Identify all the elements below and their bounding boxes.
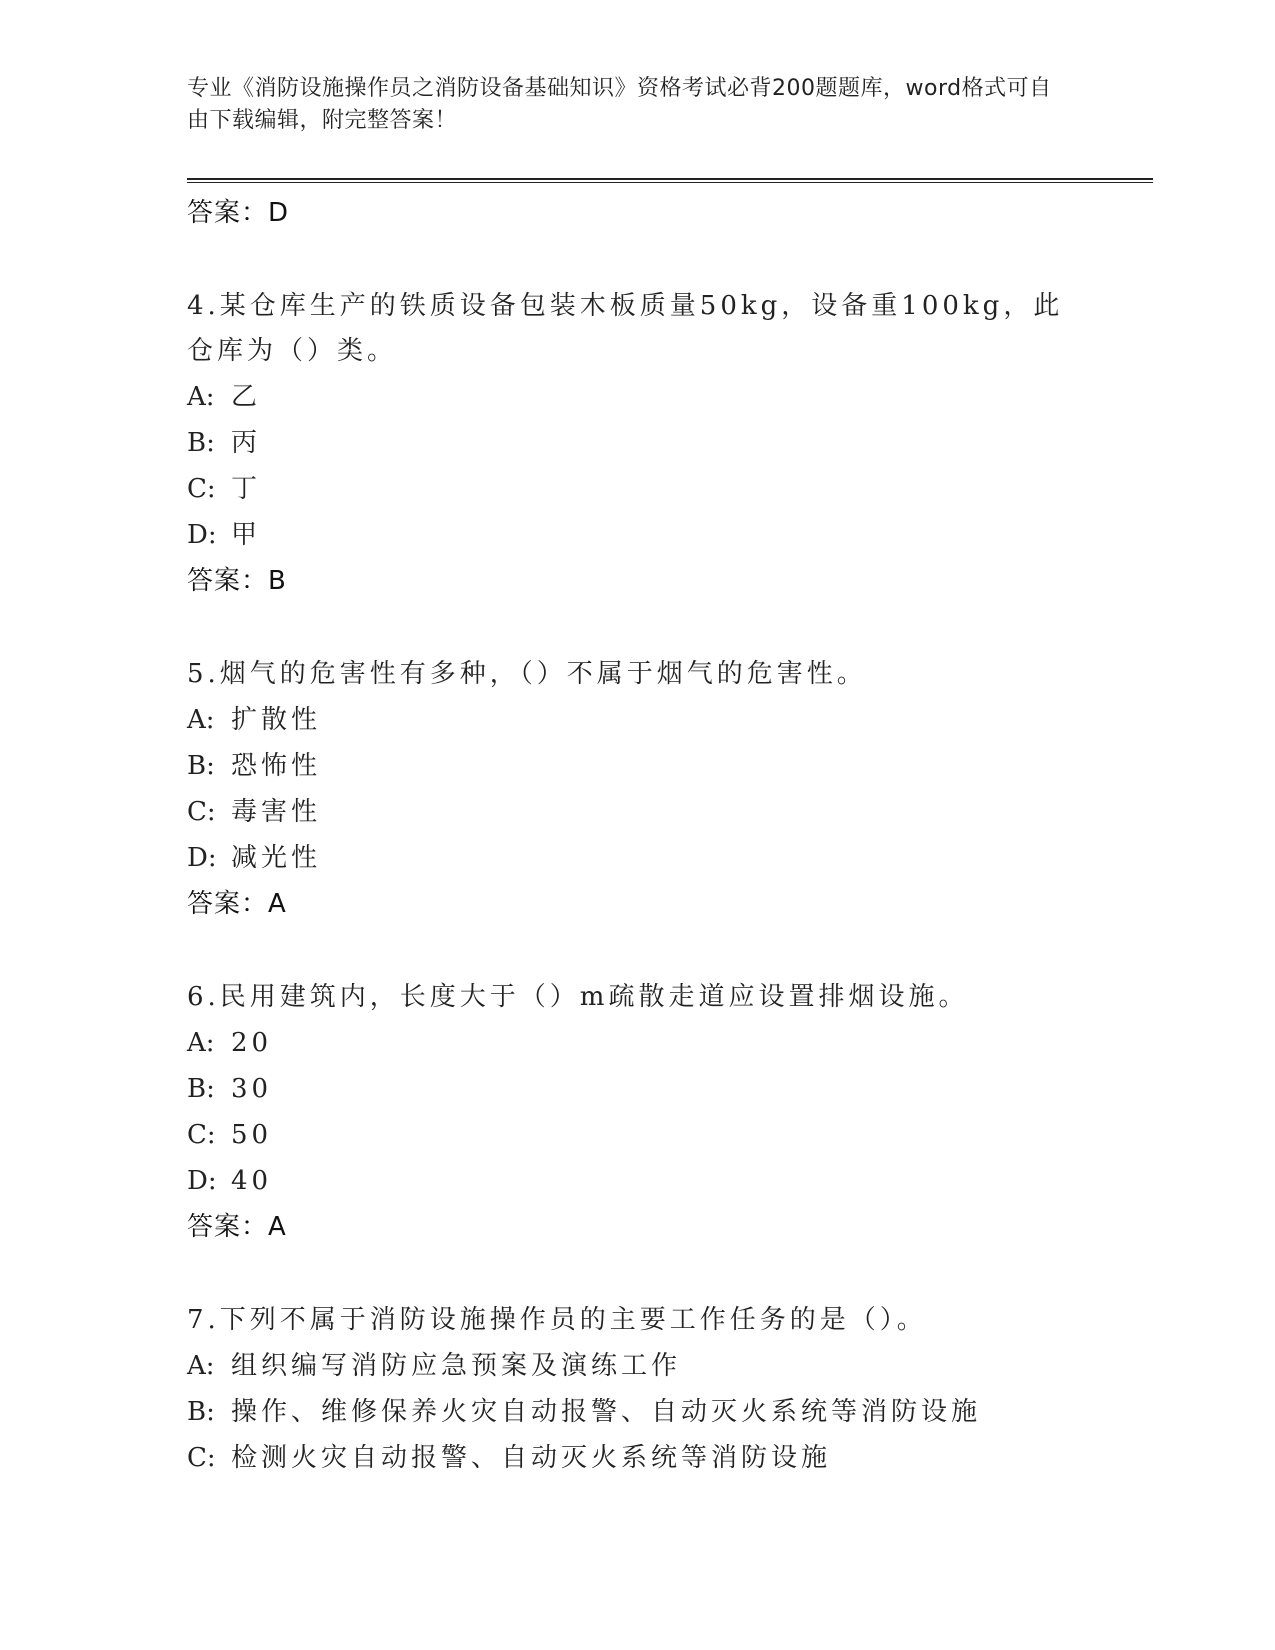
option-key: A:	[187, 705, 215, 735]
option-c	[187, 789, 1067, 835]
option-a	[187, 1343, 1067, 1389]
option-b	[187, 743, 1067, 789]
option-key: A:	[187, 1028, 215, 1058]
option-key: C:	[187, 1120, 216, 1150]
option-key: A:	[187, 1351, 215, 1381]
option-a	[187, 1020, 1067, 1066]
option-key: D:	[187, 520, 217, 550]
option-text: 减光性	[231, 843, 322, 873]
option-c	[187, 466, 1067, 512]
option-key: D:	[187, 1166, 217, 1196]
option-text: 恐怖性	[231, 751, 322, 781]
option-key: D:	[187, 843, 217, 873]
option-key: C:	[187, 797, 216, 827]
option-d	[187, 512, 1067, 558]
option-b	[187, 1389, 1067, 1435]
option-text: 检测火灾自动报警、自动灭火系统等消防设施	[231, 1443, 832, 1473]
option-text: 毒害性	[231, 797, 322, 827]
question-block	[187, 652, 1067, 927]
option-key: A:	[187, 382, 215, 412]
option-text: 20	[231, 1028, 273, 1058]
option-text: 40	[231, 1166, 273, 1196]
option-key: C:	[187, 1443, 216, 1473]
question-text: 7.下列不属于消防设施操作员的主要工作任务的是（）。	[187, 1305, 927, 1335]
option-key: C:	[187, 474, 216, 504]
document-title: 专业《消防设施操作员之消防设备基础知识》资格考试必背200题题库，word格式可自由下载编辑，附完整答案！	[187, 76, 1052, 133]
option-b	[187, 420, 1067, 466]
option-key: B:	[187, 428, 215, 458]
option-text: 操作、维修保养火灾自动报警、自动灭火系统等消防设施	[231, 1397, 982, 1427]
answer-line: 答案：D	[187, 198, 290, 228]
option-text: 甲	[231, 520, 262, 550]
option-text: 50	[231, 1120, 273, 1150]
option-text: 丙	[231, 428, 262, 458]
option-d	[187, 835, 1067, 881]
option-a	[187, 697, 1067, 743]
question-text: 6.民用建筑内，长度大于（）m疏散走道应设置排烟设施。	[187, 982, 969, 1012]
question-block	[187, 284, 1067, 604]
answer-line: 答案：B	[187, 566, 287, 596]
option-c	[187, 1112, 1067, 1158]
question-block	[187, 1298, 1067, 1481]
answer-line: 答案：A	[187, 889, 287, 919]
option-text: 丁	[231, 474, 262, 504]
option-c	[187, 1435, 1067, 1481]
option-text: 乙	[231, 382, 262, 412]
option-a	[187, 374, 1067, 420]
header-divider	[187, 178, 1153, 183]
option-key: B:	[187, 751, 215, 781]
question-list	[187, 190, 1067, 1529]
option-text: 扩散性	[231, 705, 322, 735]
page-header	[187, 73, 1067, 137]
answer-line: 答案：A	[187, 1212, 287, 1242]
question-block	[187, 975, 1067, 1250]
question-text: 4.某仓库生产的铁质设备包装木板质量50kg，设备重100kg，此仓库为（）类。	[187, 291, 1064, 366]
option-key: B:	[187, 1397, 215, 1427]
option-key: B:	[187, 1074, 215, 1104]
option-text: 30	[231, 1074, 273, 1104]
option-d	[187, 1158, 1067, 1204]
question-text: 5.烟气的危害性有多种，（）不属于烟气的危害性。	[187, 659, 867, 689]
option-text: 组织编写消防应急预案及演练工作	[231, 1351, 682, 1381]
option-b	[187, 1066, 1067, 1112]
